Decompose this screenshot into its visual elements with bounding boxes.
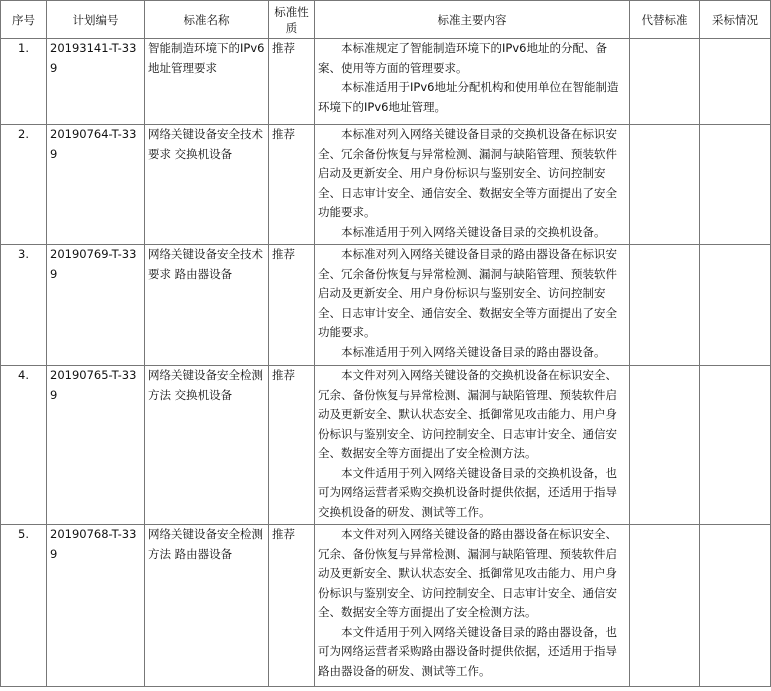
row-adoption (700, 366, 771, 525)
content-paragraph: 本文件对列入网络关键设备的路由器设备在标识安全、冗余、备份恢复与异常检测、漏洞与缺陷管理、预装软件启动及更新安全、默认状态安全、抵御常见攻击能力、用户身份标识与鉴别安全、访问控制安全、日志审计安全、通信安全、数据安全等方面提出了安全检测方法。 (318, 527, 617, 619)
content-paragraph: 本文件适用于列入网络关键设备目录的路由器设备，也可为网络运营者采购路由器设备时提供依据，还适用于指导路由器设备的研发、测试等工作。 (318, 624, 617, 678)
row-seq: 4. (1, 366, 47, 525)
row-nature: 推荐 (269, 525, 315, 687)
content-paragraph: 本标准规定了智能制造环境下的IPv6地址的分配、备案、使用等方面的管理要求。 (318, 41, 607, 75)
table-row (1, 366, 771, 525)
row-name: 智能制造环境下的IPv6地址管理要求 (145, 39, 269, 125)
row-plan-no: 20193141-T-339 (47, 39, 145, 125)
content-paragraph: 本文件适用于列入网络关键设备目录的交换机设备，也可为网络运营者采购交换机设备时提供依据，还适用于指导交换机设备的研发、测试等工作。 (318, 465, 617, 519)
content-paragraph: 本标准适用于IPv6地址分配机构和使用单位在智能制造环境下的IPv6地址管理。 (318, 80, 619, 114)
row-nature: 推荐 (269, 245, 315, 366)
row-content (315, 39, 630, 125)
row-name: 网络关键设备安全技术要求 路由器设备 (145, 245, 269, 366)
row-seq: 3. (1, 245, 47, 366)
row-plan-no: 20190769-T-339 (47, 245, 145, 366)
header-replaces: 代替标准 (630, 1, 700, 39)
header-nature: 标准性质 (269, 1, 315, 39)
row-replaces (630, 525, 700, 687)
row-replaces (630, 366, 700, 525)
row-content (315, 125, 630, 245)
row-adoption (700, 125, 771, 245)
content-paragraph: 本标准适用于列入网络关键设备目录的交换机设备。 (341, 224, 606, 239)
content-paragraph: 本标准适用于列入网络关键设备目录的路由器设备。 (341, 344, 606, 359)
row-seq: 2. (1, 125, 47, 245)
row-seq: 1. (1, 39, 47, 125)
content-paragraph: 本文件对列入网络关键设备的交换机设备在标识安全、冗余、备份恢复与异常检测、漏洞与缺陷管理、预装软件启动及更新安全、默认状态安全、抵御常见攻击能力、用户身份标识与鉴别安全、访问控制安全、日志审计安全、通信安全、数据安全等方面提出了安全检测方法。 (318, 368, 617, 460)
row-replaces (630, 39, 700, 125)
row-nature: 推荐 (269, 39, 315, 125)
row-seq: 5. (1, 525, 47, 687)
table-row (1, 125, 771, 245)
row-name: 网络关键设备安全检测方法 路由器设备 (145, 525, 269, 687)
header-row (1, 1, 771, 39)
row-name: 网络关键设备安全技术要求 交换机设备 (145, 125, 269, 245)
row-adoption (700, 525, 771, 687)
row-name: 网络关键设备安全检测方法 交换机设备 (145, 366, 269, 525)
content-paragraph: 本标准对列入网络关键设备目录的路由器设备在标识安全、冗余备份恢复与异常检测、漏洞与缺陷管理、预装软件启动及更新安全、用户身份标识与鉴别安全、访问控制安全、日志审计安全、通信安全、数据安全等方面提出了安全功能要求。 (318, 247, 617, 339)
table-row (1, 39, 771, 125)
row-content (315, 245, 630, 366)
header-seq: 序号 (1, 1, 47, 39)
header-name: 标准名称 (145, 1, 269, 39)
header-plan-no: 计划编号 (47, 1, 145, 39)
row-replaces (630, 245, 700, 366)
table-row (1, 525, 771, 687)
row-plan-no: 20190764-T-339 (47, 125, 145, 245)
row-adoption (700, 39, 771, 125)
row-adoption (700, 245, 771, 366)
header-content: 标准主要内容 (315, 1, 630, 39)
row-content (315, 525, 630, 687)
header-adoption: 采标情况 (700, 1, 771, 39)
table-row (1, 245, 771, 366)
row-content (315, 366, 630, 525)
content-paragraph: 本标准对列入网络关键设备目录的交换机设备在标识安全、冗余备份恢复与异常检测、漏洞与缺陷管理、预装软件启动及更新安全、用户身份标识与鉴别安全、访问控制安全、日志审计安全、通信安全、数据安全等方面提出了安全功能要求。 (318, 127, 617, 219)
row-plan-no: 20190768-T-339 (47, 525, 145, 687)
row-nature: 推荐 (269, 125, 315, 245)
row-replaces (630, 125, 700, 245)
row-plan-no: 20190765-T-339 (47, 366, 145, 525)
row-nature: 推荐 (269, 366, 315, 525)
